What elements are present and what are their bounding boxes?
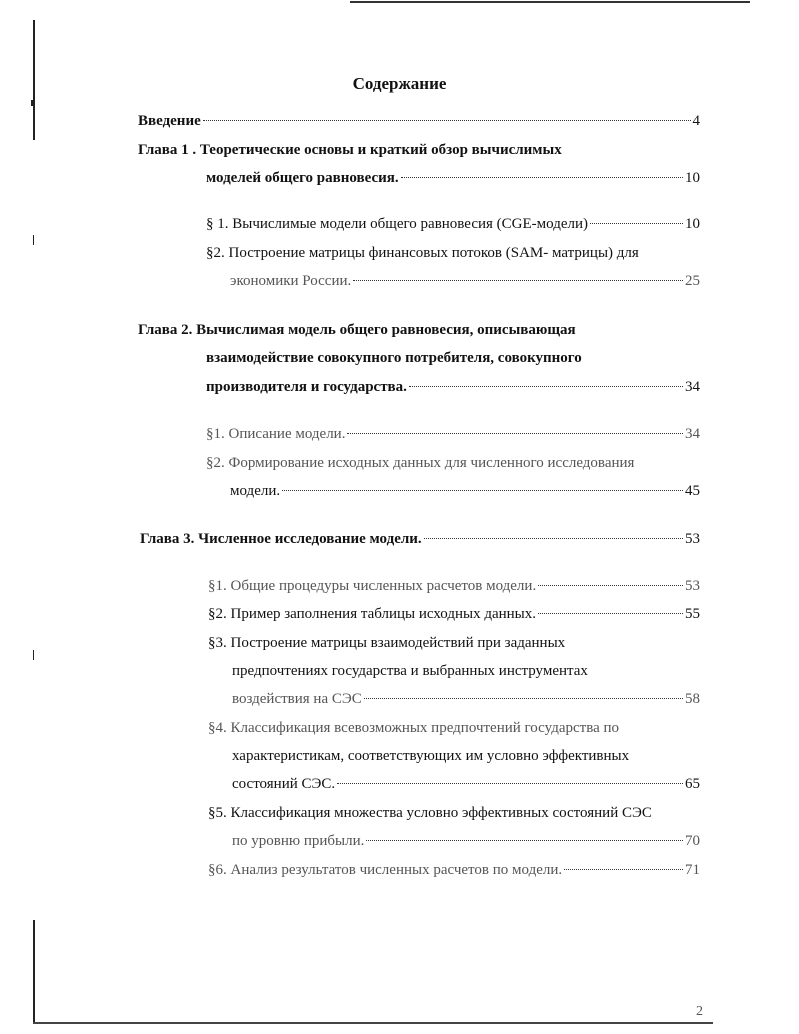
toc-entry-label: §6. Анализ результатов численных расчетов по модели.: [208, 862, 563, 878]
toc-page-number: 4: [692, 113, 700, 129]
scan-edge-left-lower: [33, 920, 35, 1024]
chapter2-title-line1[interactable]: Глава 2. Вычислимая модель общего равновесия, описывающая: [138, 322, 576, 338]
toc-entry-chapter3[interactable]: [140, 529, 700, 549]
page-number: 2: [696, 1004, 703, 1019]
toc-entry-ch3-s6[interactable]: [208, 860, 700, 880]
scan-mark: [33, 235, 34, 245]
scan-mark: [33, 650, 34, 660]
ch3-s4-line2[interactable]: характеристикам, соответствующих им условно эффективных: [232, 748, 630, 764]
toc-page-number: 10: [685, 216, 700, 232]
toc-entry-chapter2[interactable]: [206, 377, 700, 397]
toc-title: Содержание: [352, 74, 447, 93]
toc-page-number: 34: [685, 379, 700, 395]
toc-entry-ch2-s1[interactable]: [206, 424, 700, 444]
toc-entry-label: §1. Описание модели.: [206, 426, 346, 442]
ch3-s3-line2[interactable]: предпочтениях государства и выбранных инструментах: [232, 663, 588, 679]
dot-leader: [538, 585, 683, 586]
toc-entry-intro[interactable]: [138, 111, 700, 131]
toc-entry-ch3-s3[interactable]: [232, 689, 700, 709]
dot-leader: [203, 120, 691, 121]
dot-leader: [409, 386, 683, 387]
dot-leader: [538, 613, 683, 614]
toc-entry-ch1-s1[interactable]: [206, 214, 700, 234]
toc-entry-label: модели.: [230, 483, 281, 499]
toc-entry-label: §1. Общие процедуры численных расчетов модели.: [208, 578, 537, 594]
dot-leader: [282, 490, 683, 491]
toc-entry-ch3-s2[interactable]: [208, 604, 700, 624]
scan-edge-top: [350, 1, 750, 3]
ch3-s4-line1[interactable]: §4. Классификация всевозможных предпочтений государства по: [208, 720, 620, 736]
toc-entry-label: производителя и государства.: [206, 379, 407, 395]
toc-entry-ch1-s2[interactable]: [230, 271, 700, 291]
scan-edge-bottom: [33, 1022, 713, 1024]
toc-entry-label: § 1. Вычислимые модели общего равновесия (CGE-модели): [206, 216, 589, 232]
toc-entry-label: по уровню прибыли.: [232, 833, 365, 849]
dot-leader: [353, 280, 683, 281]
dot-leader: [564, 869, 683, 870]
chapter2-title-line2[interactable]: взаимодействие совокупного потребителя, совокупного: [206, 350, 582, 366]
toc-entry-ch2-s2[interactable]: [230, 481, 700, 501]
toc-page-number: 53: [685, 578, 700, 594]
toc-page-number: 55: [685, 606, 700, 622]
toc-page-number: 34: [685, 426, 700, 442]
dot-leader: [337, 783, 683, 784]
ch2-s2-line1[interactable]: §2. Формирование исходных данных для численного исследования: [206, 455, 635, 471]
toc-page-number: 58: [685, 691, 700, 707]
toc-page-number: 65: [685, 776, 700, 792]
toc-entry-chapter1[interactable]: [206, 168, 700, 188]
toc-page-number: 53: [685, 531, 700, 547]
dot-leader: [401, 177, 683, 178]
scan-mark: [31, 100, 35, 106]
toc-entry-label: §2. Пример заполнения таблицы исходных данных.: [208, 606, 537, 622]
toc-entry-label: Глава 3. Численное исследование модели.: [140, 531, 422, 547]
toc-entry-label: воздействия на СЭС: [232, 691, 362, 707]
toc-entry-label: состояний СЭС.: [232, 776, 336, 792]
chapter1-title-line1[interactable]: Глава 1 . Теоретические основы и краткий обзор вычислимых: [138, 142, 562, 158]
toc-page-number: 25: [685, 273, 700, 289]
dot-leader: [424, 538, 683, 539]
dot-leader: [366, 840, 683, 841]
toc-entry-ch3-s4[interactable]: [232, 774, 700, 794]
ch1-s2-line1[interactable]: §2. Построение матрицы финансовых потоков (SAM- матрицы) для: [206, 245, 639, 261]
toc-page-number: 10: [685, 170, 700, 186]
dot-leader: [590, 223, 683, 224]
toc-entry-ch3-s1[interactable]: [208, 576, 700, 596]
toc-page-number: 71: [685, 862, 700, 878]
toc-entry-label: моделей общего равновесия.: [206, 170, 399, 186]
dot-leader: [347, 433, 683, 434]
toc-page-number: 70: [685, 833, 700, 849]
toc-entry-ch3-s5[interactable]: [232, 831, 700, 851]
toc-page-number: 45: [685, 483, 700, 499]
toc-entry-label: Введение: [138, 113, 201, 129]
ch3-s5-line1[interactable]: §5. Классификация множества условно эффективных состояний СЭС: [208, 805, 652, 821]
dot-leader: [364, 698, 683, 699]
toc-entry-label: экономики России.: [230, 273, 352, 289]
ch3-s3-line1[interactable]: §3. Построение матрицы взаимодействий при заданных: [208, 635, 566, 651]
